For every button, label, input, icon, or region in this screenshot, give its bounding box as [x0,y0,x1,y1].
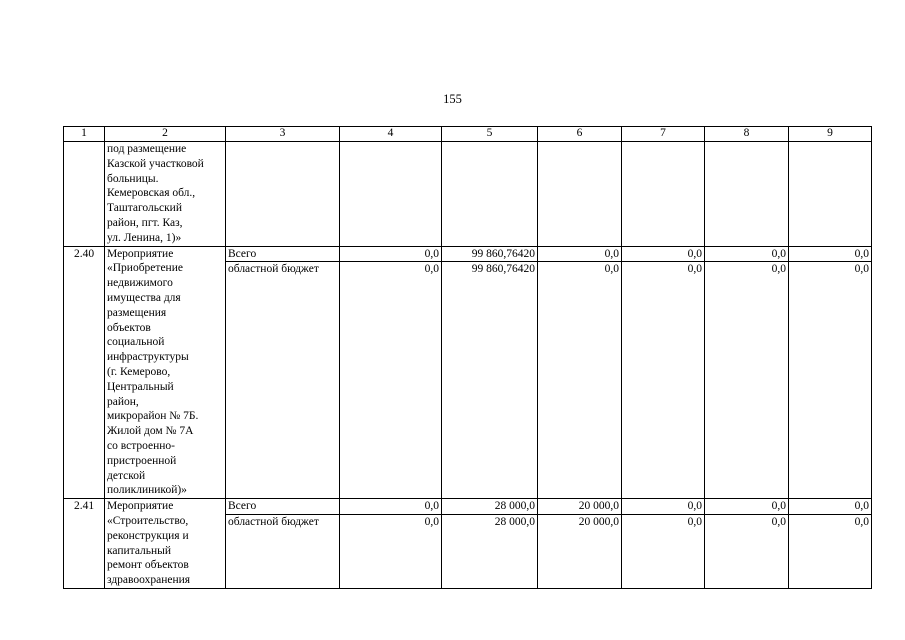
value: 0,0 [424,247,439,260]
table-row-2-40 [64,246,872,499]
value: 28 000,0 [494,500,535,513]
name-line: Мероприятие [107,247,174,260]
value: 28 000,0 [442,514,537,530]
name-line: Мероприятие [107,500,174,513]
column-header-2: 2 [105,127,226,142]
value-cell [442,142,538,247]
table-row-continuation [64,142,872,247]
name-line: капитальный [107,544,172,557]
value-cell [622,142,705,247]
value: 0,0 [789,261,871,277]
value: 0,0 [771,247,786,260]
name-line: «Приобретение [107,262,183,275]
value-cell [340,246,442,499]
value-cell [789,246,872,499]
value: 0,0 [687,247,702,260]
source-label: областной бюджет [226,261,339,277]
source-label: областной бюджет [226,514,339,530]
name-line: больницы. [107,172,159,185]
value-cell [705,246,789,499]
value: 0,0 [340,261,441,277]
name-line: недвижимого [107,277,173,290]
value: 0,0 [538,261,621,277]
name-line: со встроенно- [107,439,175,452]
value-cell [622,499,705,589]
value-cell [789,142,872,247]
source-label: Всего [228,500,257,513]
name-line: под размещение [107,143,187,155]
row-number-cell: 2.41 [64,499,105,589]
name-line: (г. Кемерово, [107,365,171,378]
name-line: здравоохранения [107,574,191,587]
value-cell [705,499,789,589]
column-header-6: 6 [538,127,622,142]
value: 0,0 [789,514,871,530]
value: 0,0 [622,261,704,277]
name-line: район, пгт. Каз, [107,216,183,229]
name-cell [105,142,226,247]
column-header-8: 8 [705,127,789,142]
name-line: размещения [107,306,167,319]
value: 0,0 [604,247,619,260]
row-number-cell [64,142,105,247]
name-line: инфраструктуры [107,351,189,364]
value: 0,0 [771,500,786,513]
value: 0,0 [854,247,869,260]
name-cell [105,499,226,589]
value-cell [442,499,538,589]
name-line: реконструкция и [107,529,189,542]
value: 99 860,76420 [442,261,537,277]
name-line: ремонт объектов [107,559,189,572]
source-label: Всего [228,247,257,260]
column-header-9: 9 [789,127,872,142]
value: 0,0 [424,500,439,513]
row-number-cell: 2.40 [64,246,105,499]
value: 20 000,0 [578,500,619,513]
name-line: социальной [107,336,165,349]
value-cell [442,246,538,499]
name-line: район, [107,395,139,408]
value: 99 860,76420 [471,247,535,260]
page-number: 155 [443,92,462,106]
name-line: имущества для [107,291,181,304]
column-header-7: 7 [622,127,705,142]
value: 0,0 [687,500,702,513]
table-row-2-41 [64,499,872,589]
name-line: объектов [107,321,151,334]
column-header-3: 3 [226,127,340,142]
value-cell [538,246,622,499]
value: 0,0 [705,514,788,530]
value-cell [340,142,442,247]
name-line: пристроенной [107,454,177,467]
name-line: поликлиникой)» [107,484,187,497]
value: 20 000,0 [538,514,621,530]
header-row [64,127,872,142]
name-cell [105,246,226,499]
budget-table [63,126,872,589]
source-cell [226,142,340,247]
value: 0,0 [340,514,441,530]
name-line: Казской участковой [107,157,204,170]
value-cell [538,499,622,589]
value: 0,0 [705,261,788,277]
name-line: Таштагольский [107,202,182,215]
source-cell [226,499,340,589]
value-cell [622,246,705,499]
column-header-1: 1 [64,127,105,142]
column-header-4: 4 [340,127,442,142]
value: 0,0 [854,500,869,513]
name-line: Кемеровская обл., [107,187,196,200]
name-line: Центральный [107,380,174,393]
name-line: «Строительство, [107,514,189,527]
name-line: детской [107,469,146,482]
value-cell [340,499,442,589]
name-line: микрорайон № 7Б. [107,410,199,423]
value: 0,0 [622,514,704,530]
name-line: ул. Ленина, 1)» [107,231,182,244]
value-cell [705,142,789,247]
value-cell [789,499,872,589]
column-header-5: 5 [442,127,538,142]
value-cell [538,142,622,247]
name-line: Жилой дом № 7А [107,425,194,438]
source-cell [226,246,340,499]
